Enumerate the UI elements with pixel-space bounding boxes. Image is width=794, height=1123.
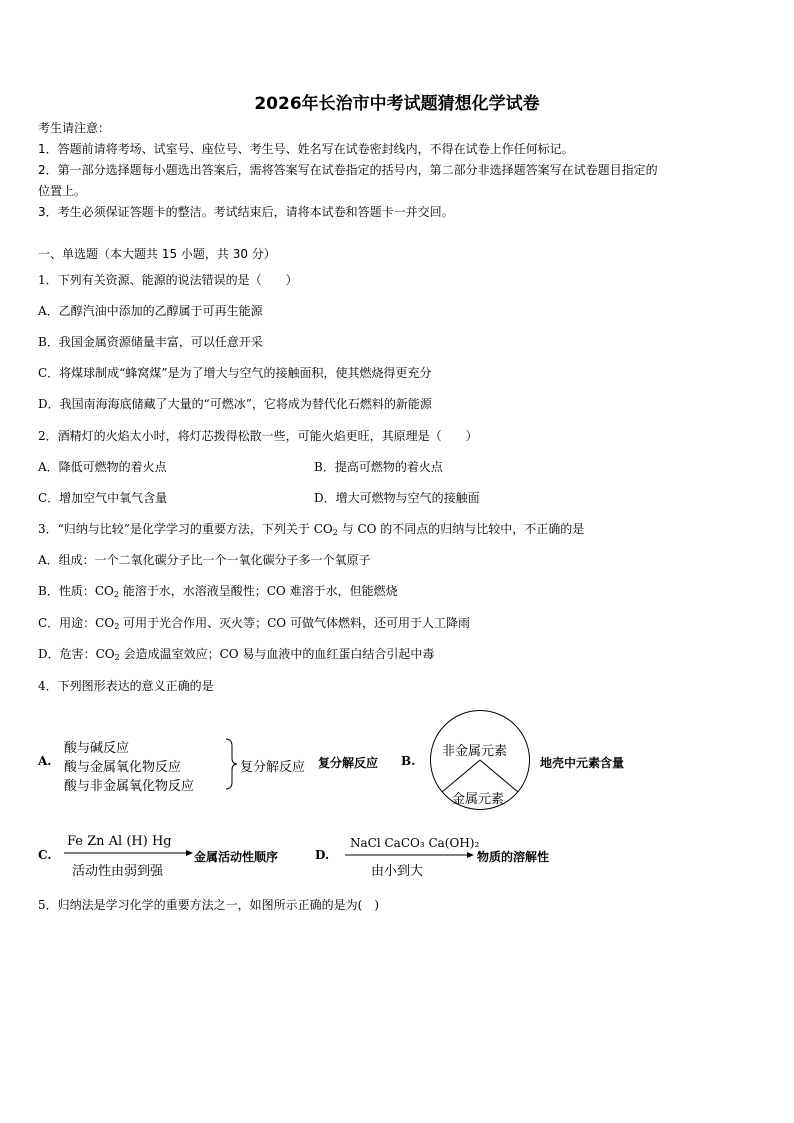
notice-item: 2．第一部分选择题每小题选出答案后，需将答案写在试卷指定的括号内，第二部分非选择题答案写在试卷题目指定的 [38,163,658,177]
reaction-line: 酸与非金属氧化物反应 [64,779,195,794]
question-4-option-c-caption: 金属活动性顺序 [194,850,279,864]
option-text: C．用途：CO [38,616,115,630]
option-text: 可用于光合作用、灭火等；CO 可做气体燃料，还可用于人工降雨 [119,616,470,630]
question-3-stem [38,520,584,537]
subscript: 2 [114,622,120,631]
question-2-option-a: A．降低可燃物的着火点 [38,460,167,474]
question-4-option-a-label: A. [38,754,52,768]
page-title: 2026年长治市中考试题猜想化学试卷 [254,94,540,114]
question-3-option-a: A．组成：一个二氧化碳分子比一个一氧化碳分子多一个氧原子 [38,553,371,567]
question-3-stem-text: 3．“归纳与比较”是化学学习的重要方法，下列关于 CO [38,522,333,536]
question-3-stem-text: 与 CO 的不同点的归纳与比较中，不正确的是 [337,522,585,536]
brace-icon [224,738,238,790]
reaction-line: 酸与金属氧化物反应 [64,760,182,775]
question-4-option-c-label: C. [38,848,52,862]
notice-item: 3．考生必须保证答题卡的整洁。考试结束后，请将本试卷和答题卡一并交回。 [38,205,454,219]
question-1-option-b: B．我国金属资源储量丰富，可以任意开采 [38,335,263,349]
nonmetal-label: 非金属元素 [442,744,508,759]
question-4-option-d-caption: 物质的溶解性 [477,850,550,864]
question-3-option-b [38,582,398,599]
section-heading: 一、单选题（本大题共 15 小题，共 30 分） [38,247,276,261]
question-4-stem: 4．下列图形表达的意义正确的是 [38,679,214,693]
subscript: 2 [114,653,120,662]
notice-heading: 考生请注意： [38,121,111,135]
option-text: 会造成温室效应；CO 易与血液中的血红蛋白结合引起中毒 [119,647,435,661]
question-3-option-c [38,614,470,631]
question-4-option-a-caption: 复分解反应 [318,756,379,770]
subscript: 2 [332,528,338,537]
question-1-option-c: C．将煤球制成“蜂窝煤”是为了增大与空气的接触面积，使其燃烧得更充分 [38,366,432,380]
solubility-series: NaCl CaCO₃ Ca(OH)₂ [350,836,480,850]
notice-item: 位置上。 [38,184,87,198]
arrow-icon [64,849,194,857]
brace-text: 复分解反应 [240,760,306,775]
option-text: B．性质：CO [38,584,114,598]
question-2-option-d: D．增大可燃物与空气的接触面 [314,491,480,505]
question-4-option-d-label: D. [315,848,330,862]
option-text: D．危害：CO [38,647,115,661]
question-4-option-b-caption: 地壳中元素含量 [540,756,625,770]
subscript: 2 [113,590,119,599]
question-2-option-c: C．增加空气中氧气含量 [38,491,168,505]
question-3-option-d [38,645,434,662]
metal-label: 金属元素 [452,792,505,807]
reaction-line: 酸与碱反应 [64,741,130,756]
notice-item: 1．答题前请将考场、试室号、座位号、考生号、姓名写在试卷密封线内，不得在试卷上作任何标记。 [38,142,574,156]
question-5-stem: 5．归纳法是学习化学的重要方法之一，如图所示正确的是为( ) [38,898,380,912]
question-1-option-a: A．乙醇汽油中添加的乙醇属于可再生能源 [38,304,263,318]
metal-series: Fe Zn Al (H) Hg [67,834,172,849]
question-2-option-b: B．提高可燃物的着火点 [314,460,443,474]
solubility-note: 由小到大 [371,864,424,879]
option-text: 能溶于水，水溶液呈酸性；CO 难溶于水，但能燃烧 [118,584,398,598]
question-2-stem: 2．酒精灯的火焰太小时，将灯芯拨得松散一些，可能火焰更旺，其原理是（ ） [38,429,478,443]
question-4-option-b-label: B. [401,754,416,768]
arrow-icon [345,851,475,859]
question-1-stem: 1．下列有关资源、能源的说法错误的是（ ） [38,273,298,287]
question-1-option-d: D．我国南海海底储藏了大量的“可燃冰”，它将成为替代化石燃料的新能源 [38,397,432,411]
metal-series-note: 活动性由弱到强 [72,864,164,879]
